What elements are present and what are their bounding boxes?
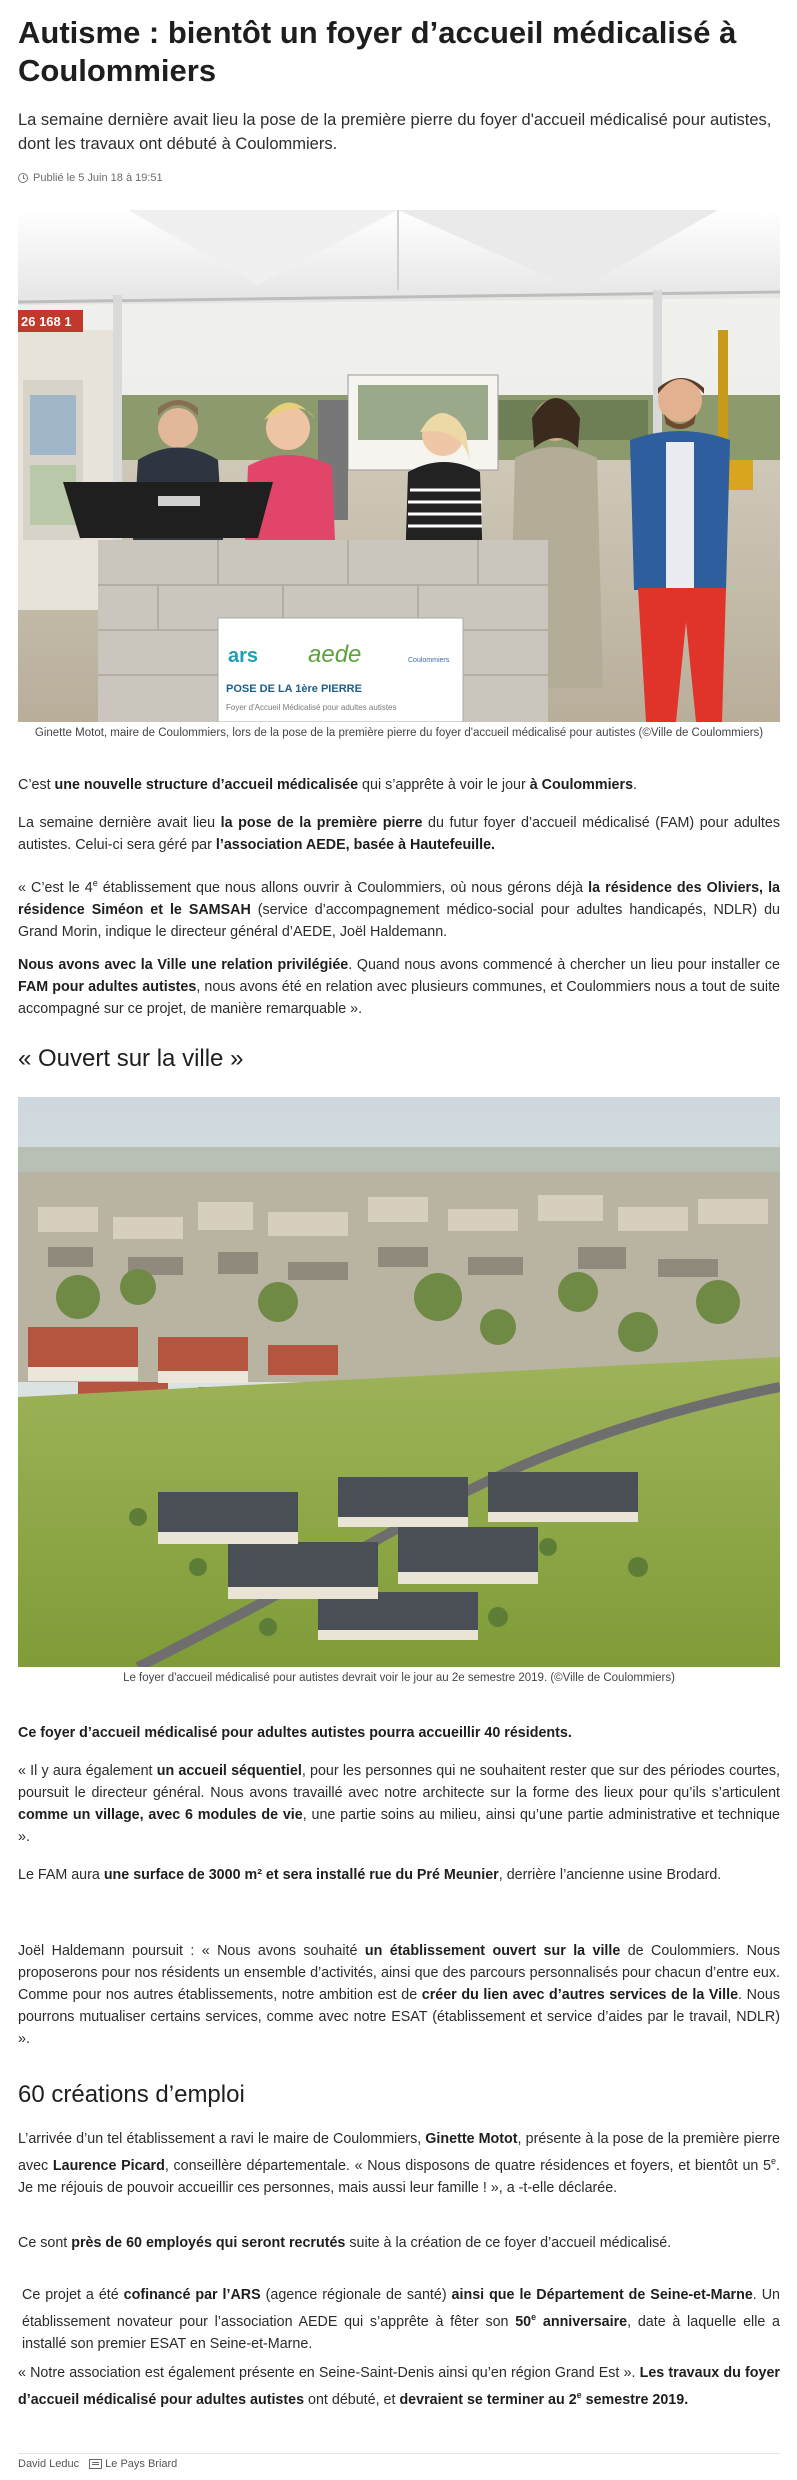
source-name: Le Pays Briard	[105, 2458, 178, 2470]
paragraph-11: Ce projet a été cofinancé par l’ARS (agence régionale de santé) ainsi que le Département de Seine-et-Marne. Un établissement novateur pour l’association AEDE qui s’apprête à fêter son 50e anniversaire, date à laquelle elle a installé son premier ESAT en Seine-et-Marne.	[22, 2287, 781, 2352]
paragraph-4: Nous avons avec la Ville une relation privilégiée. Quand nous avons commencé à chercher un lieu pour installer ce FAM pour adultes autistes, nous avons été en relation avec plusieurs communes, et Coulommiers nous a tout de suite accompagné sur ce projet, de manière remarquable ».	[18, 957, 781, 1017]
sign-title: POSE DE LA 1ère PIERRE	[226, 683, 362, 695]
publication-date-text: Publié le 5 Juin 18 à 19:51	[33, 172, 163, 184]
paragraph-12: « Notre association est également présente en Seine-Saint-Denis ainsi qu’en région Grand Est ». Les travaux du foyer d’accueil médicalisé pour adultes autistes ont débuté, et devraient se terminer au 2e semestre 2019.	[18, 2365, 780, 2408]
paragraph-9: L’arrivée d’un tel établissement a ravi le maire de Coulommiers, Ginette Motot, présente à la pose de la première pierre avec Laurence Picard, conseillère départementale. « Nous disposons de quatre résidences et foyers, et bientôt un 5e. Je me réjouis de pouvoir accueillir ces personnes, mais aussi leur famille ! », a -t-elle déclarée.	[18, 2131, 780, 2196]
sign-subtitle: Foyer d'Accueil Médicalisé pour adultes autistes	[226, 703, 397, 712]
ceremony-photo-figure	[18, 210, 780, 741]
sign-logo-ars: ars	[228, 645, 259, 667]
paragraph-1: C’est une nouvelle structure d’accueil médicalisée qui s’apprête à voir le jour à Coulommiers.	[18, 777, 638, 793]
source-credit[interactable]	[89, 2458, 177, 2470]
paragraph-3: « C’est le 4e établissement que nous allons ouvrir à Coulommiers, où nous gérons déjà la résidence des Oliviers, la résidence Siméon et le SAMSAH (service d’accompagnement médico-social pour adultes handicapés, NDLR) du Grand Morin, indique le directeur général d’AEDE, Joël Haldemann.	[18, 878, 780, 940]
section-title-open-city: « Ouvert sur la ville »	[18, 1045, 244, 1072]
paragraph-6: « Il y aura également un accueil séquentiel, pour les personnes qui ne souhaitent rester que sur des périodes courtes, poursuit le directeur général. Nous avons travaillé avec notre architecte sur la forme des lieux pour qu’ils s’articulent comme un village, avec 6 modules de vie, une partie soins au milieu, ainsi qu’une partie administrative et technique ».	[18, 1763, 780, 1845]
article-footer	[18, 2453, 780, 2470]
clock-icon	[18, 173, 28, 183]
paragraph-5: Ce foyer d’accueil médicalisé pour adultes autistes pourra accueillir 40 résidents.	[18, 1725, 572, 1741]
banner-text: 26 168 1	[21, 314, 72, 329]
article-title: Autisme : bientôt un foyer d’accueil médicalisé à Coulommiers	[18, 15, 737, 88]
author-name[interactable]: David Leduc	[18, 2458, 80, 2470]
ceremony-photo-caption: Ginette Motot, maire de Coulommiers, lors de la pose de la première pierre du foyer d'accueil médicalisé pour autistes (©Ville de Coulommiers)	[34, 727, 764, 739]
article-lead: La semaine dernière avait lieu la pose de la première pierre du foyer d'accueil médicalisé pour autistes, dont les travaux ont débuté à Coulommiers.	[18, 111, 772, 153]
newspaper-icon	[89, 2459, 102, 2469]
paragraph-8: Joël Haldemann poursuit : « Nous avons souhaité un établissement ouvert sur la ville de Coulommiers. Nous proposerons pour nos résidents un ensemble d’activités, ainsi que des parcours personnalisés pour chacun d’entre eux. Comme pour nos autres établissements, notre ambition est de créer du lien avec d’autres services de la Ville. Nous pourrons mutualiser certains services, comme avec notre ESAT (établissement et service d’aides par le travail, NDLR) ».	[18, 1943, 780, 2047]
sign-logo-aede: aede	[308, 641, 362, 668]
sign-logo-coulommiers: Coulommiers	[408, 657, 450, 664]
publication-date	[18, 172, 163, 184]
paragraph-2: La semaine dernière avait lieu la pose de la première pierre du futur foyer d’accueil médicalisé (FAM) pour adultes autistes. Celui-ci sera géré par l’association AEDE, basée à Hautefeuille.	[18, 815, 780, 853]
paragraph-10: Ce sont près de 60 employés qui seront recrutés suite à la création de ce foyer d’accueil médicalisé.	[18, 2235, 672, 2251]
aerial-render-figure	[18, 1097, 780, 1686]
ceremony-photo[interactable]	[18, 210, 780, 722]
aerial-render-caption: Le foyer d'accueil médicalisé pour autistes devrait voir le jour au 2e semestre 2019. (©Ville de Coulommiers)	[123, 1672, 675, 1684]
section-title-jobs: 60 créations d’emploi	[18, 2081, 245, 2108]
aerial-render-image[interactable]	[18, 1097, 780, 1667]
paragraph-7: Le FAM aura une surface de 3000 m² et sera installé rue du Pré Meunier, derrière l’ancienne usine Brodard.	[18, 1867, 722, 1883]
